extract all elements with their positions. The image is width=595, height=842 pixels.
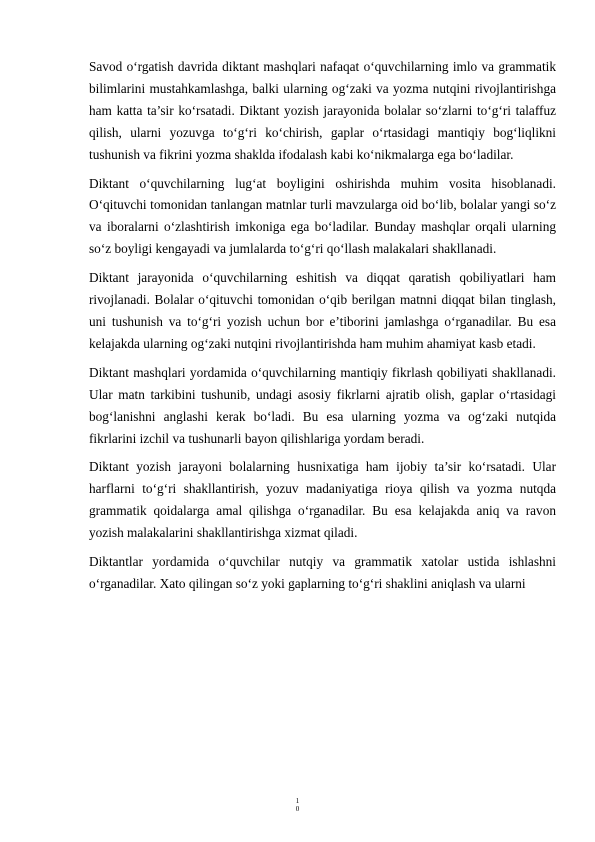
paragraph-6: Diktantlar yordamida o‘quvchilar nutqiy va grammatik xatolar ustida ishlashni o‘rganadilar. Xato qilingan so‘z yoki gaplarning to‘g‘ri shaklini aniqlash va ularni [89, 554, 556, 591]
document-page [89, 56, 556, 602]
page-number-digit-2: 0 [295, 805, 300, 813]
paragraph-1: Savod o‘rgatish davrida diktant mashqlari nafaqat o‘quvchilarning imlo va grammatik bilimlarini mustahkamlashga, balki ularning og‘zaki va yozma nutqini rivojlantirishga ham katta ta’sir ko‘rsatadi. Diktant yozish jarayonida bolalar so‘zlarni to‘g‘ri talaffuz qilish, ularni yozuvga to‘g‘ri ko‘chirish, gaplar o‘rtasidagi mantiqiy bog‘liqlikni tushunish va fikrini yozma shaklda ifodalash kabi ko‘nikmalarga ega bo‘ladilar. [89, 59, 556, 162]
page-number [0, 797, 595, 813]
paragraph-2: Diktant o‘quvchilarning lug‘at boyligini oshirishda muhim vosita hisoblanadi. O‘qituvchi tomonidan tanlangan matnlar turli mavzularga oid bo‘lib, bolalar yangi so‘z va iboralarni o‘zlashtirish imkoniga ega bo‘ladilar. Bunday mashqlar orqali ularning so‘z boyligi kengayadi va jumlalarda to‘g‘ri qo‘llash malakalari shakllanadi. [89, 175, 556, 257]
paragraph-5: Diktant yozish jarayoni bolalarning husnixatiga ham ijobiy ta’sir ko‘rsatadi. Ular harflarni to‘g‘ri shakllantirish, yozuv madaniyatiga rioya qilish va yozma nutqda grammatik qoidalarga amal qilishga o‘rganadilar. Bu esa kelajakda aniq va ravon yozish malakalarini shakllantirishga xizmat qiladi. [89, 459, 556, 541]
paragraph-4: Diktant mashqlari yordamida o‘quvchilarning mantiqiy fikrlash qobiliyati shakllanadi. Ular matn tarkibini tushunib, undagi asosiy fikrlarni ajratib olish, gaplar o‘rtasidagi bog‘lanishni anglashi kerak bo‘ladi. Bu esa ularning yozma va og‘zaki nutqida fikrlarini izchil va tushunarli bayon qilishlariga yordam beradi. [89, 364, 556, 446]
page-number-digit-1: 1 [295, 797, 300, 805]
paragraph-3: Diktant jarayonida o‘quvchilarning eshitish va diqqat qaratish qobiliyatlari ham rivojlanadi. Bolalar o‘qituvchi tomonidan o‘qib berilgan matnni diqqat bilan tinglash, uni tushunish va to‘g‘ri yozish uchun bor e’tiborini jamlashga o‘rganadilar. Bu esa kelajakda ularning og‘zaki nutqini rivojlantirishda ham muhim ahamiyat kasb etadi. [89, 270, 556, 351]
